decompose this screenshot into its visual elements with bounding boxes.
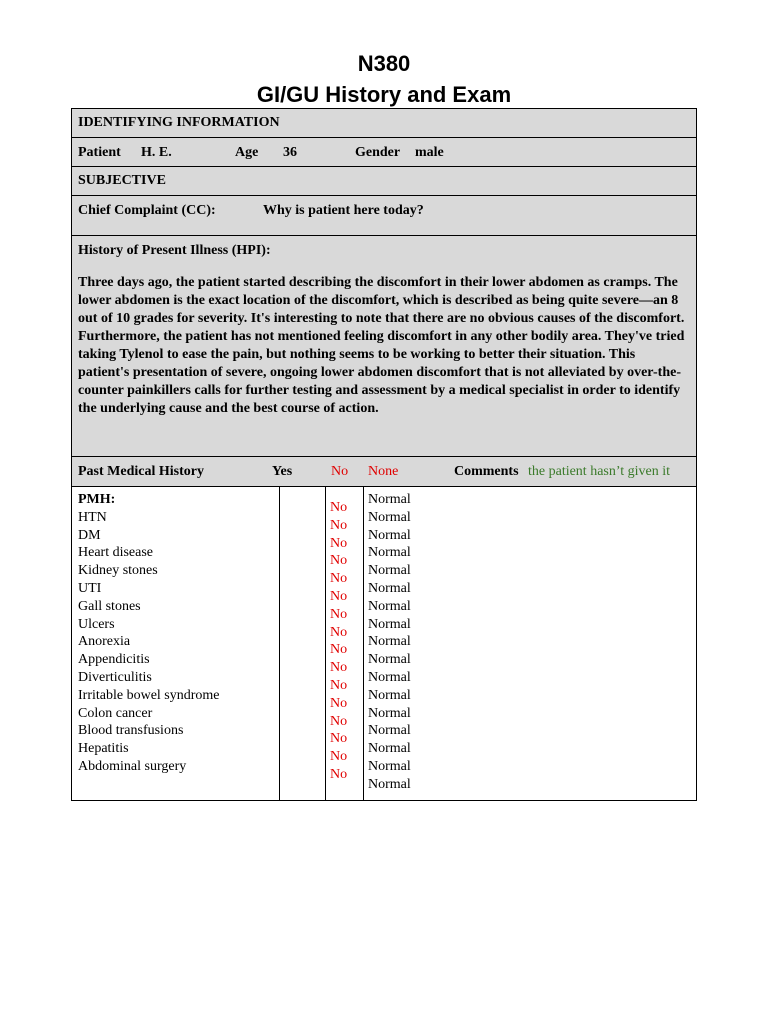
identifying-section-label: IDENTIFYING INFORMATION: [78, 115, 280, 130]
hpi-row: [72, 236, 696, 457]
pmh-conditions-list: [78, 491, 220, 776]
pmh-condition-item: Colon cancer: [78, 705, 153, 721]
pmh-no-value: No: [330, 642, 348, 658]
pmh-condition-item: Abdominal surgery: [78, 758, 187, 774]
pmh-condition-item: Ulcers: [78, 616, 115, 632]
pmh-no-value: No: [330, 535, 348, 551]
pmh-header-comments: Comments: [454, 464, 519, 479]
pmh-header-none: None: [368, 464, 399, 479]
pmh-none-value: Normal: [368, 705, 411, 721]
pmh-none-value: Normal: [368, 509, 411, 525]
column-divider: [363, 486, 364, 800]
history-form: [71, 108, 697, 801]
hpi-label: History of Present Illness (HPI):: [78, 243, 271, 258]
pmh-condition-item: Irritable bowel syndrome: [78, 687, 220, 703]
chief-complaint-row: [72, 196, 696, 236]
pmh-no-value: No: [330, 766, 348, 782]
pmh-condition-item: UTI: [78, 580, 102, 596]
pmh-condition-item: Diverticulitis: [78, 669, 152, 685]
pmh-condition-item: DM: [78, 527, 101, 543]
pmh-condition-item: Blood transfusions: [78, 723, 184, 739]
pmh-none-value: Normal: [368, 634, 411, 650]
pmh-no-value: No: [330, 731, 348, 747]
pmh-none-value: Normal: [368, 652, 411, 668]
pmh-header-yes: Yes: [272, 464, 293, 479]
pmh-no-value: No: [330, 749, 348, 765]
chief-complaint-question: Why is patient here today?: [263, 203, 424, 218]
column-divider: [325, 486, 326, 800]
pmh-no-value: No: [330, 588, 348, 604]
pmh-no-value: No: [330, 517, 348, 533]
pmh-none-value: Normal: [368, 492, 411, 507]
pmh-none-value: Normal: [368, 598, 411, 614]
pmh-conditions: [78, 509, 220, 776]
pmh-none-value: Normal: [368, 723, 411, 739]
pmh-none-value: Normal: [368, 527, 411, 543]
identifying-section-row: [72, 109, 696, 138]
gender-label: Gender: [355, 145, 401, 160]
age-label: Age: [235, 145, 259, 160]
pmh-no-value: No: [330, 500, 348, 515]
pmh-condition-item: Hepatitis: [78, 741, 129, 757]
page-title: GI/GU History and Exam: [256, 82, 512, 107]
pmh-no-value: No: [330, 695, 348, 711]
pmh-condition-item: HTN: [78, 509, 107, 525]
pmh-no-value: No: [330, 553, 348, 569]
pmh-none-value: Normal: [368, 580, 411, 596]
pmh-condition-item: Heart disease: [78, 545, 154, 561]
subjective-section-row: [72, 167, 696, 196]
patient-info-row: [72, 138, 696, 167]
patient-label: Patient: [78, 145, 121, 160]
pmh-none-column: [368, 491, 411, 794]
course-code: N380: [357, 51, 411, 76]
pmh-none-value: Normal: [368, 776, 411, 792]
pmh-condition-item: Appendicitis: [78, 652, 150, 668]
pmh-no-value: No: [330, 606, 348, 622]
column-divider: [279, 486, 280, 800]
pmh-none-value: Normal: [368, 669, 411, 685]
pmh-no-value: No: [330, 660, 348, 676]
gender-value: male: [415, 145, 444, 160]
pmh-no-value: No: [330, 571, 348, 587]
pmh-none-value: Normal: [368, 563, 411, 579]
pmh-condition-item: Anorexia: [78, 634, 131, 650]
pmh-no-value: No: [330, 677, 348, 693]
pmh-heading: PMH:: [78, 492, 116, 507]
pmh-none-value: Normal: [368, 758, 411, 774]
pmh-header-comments-note: the patient hasn’t given it: [528, 464, 671, 479]
pmh-none-value: Normal: [368, 687, 411, 703]
hpi-text: Three days ago, the patient started describing the discomfort in their lower abdomen as cramps. The lower abdomen is the exact location of the discomfort, which is described as being quite severe—an 8 out of 10 grades for severity. It's interesting to note that there are no obvious causes of the discomfort. Furthermore, the patient has not mentioned feeling discomfort in any other bodily area. They've tried taking Tylenol to ease the pain, but nothing seems to be working to better their situation. This patient's presentation of severe, ongoing lower abdomen discomfort that is not alleviated by over-the-counter painkillers calls for further testing and assessment by a medical specialist in order to identify the underlying cause and the best course of action.: [78, 275, 685, 416]
pmh-none-value: Normal: [368, 741, 411, 757]
pmh-header-no: No: [331, 464, 349, 479]
age-value: 36: [283, 145, 297, 160]
pmh-condition-item: Gall stones: [78, 598, 141, 614]
pmh-no-column: [330, 499, 347, 784]
pmh-no-value: No: [330, 624, 348, 640]
pmh-condition-item: Kidney stones: [78, 563, 158, 579]
pmh-header-row: [72, 457, 696, 487]
chief-complaint-label: Chief Complaint (CC):: [78, 203, 216, 218]
pmh-header-history: Past Medical History: [78, 464, 204, 479]
pmh-no-value: No: [330, 713, 348, 729]
pmh-none-value: Normal: [368, 545, 411, 561]
pmh-none-value: Normal: [368, 616, 411, 632]
patient-value: H. E.: [141, 145, 172, 160]
subjective-section-label: SUBJECTIVE: [78, 173, 166, 188]
